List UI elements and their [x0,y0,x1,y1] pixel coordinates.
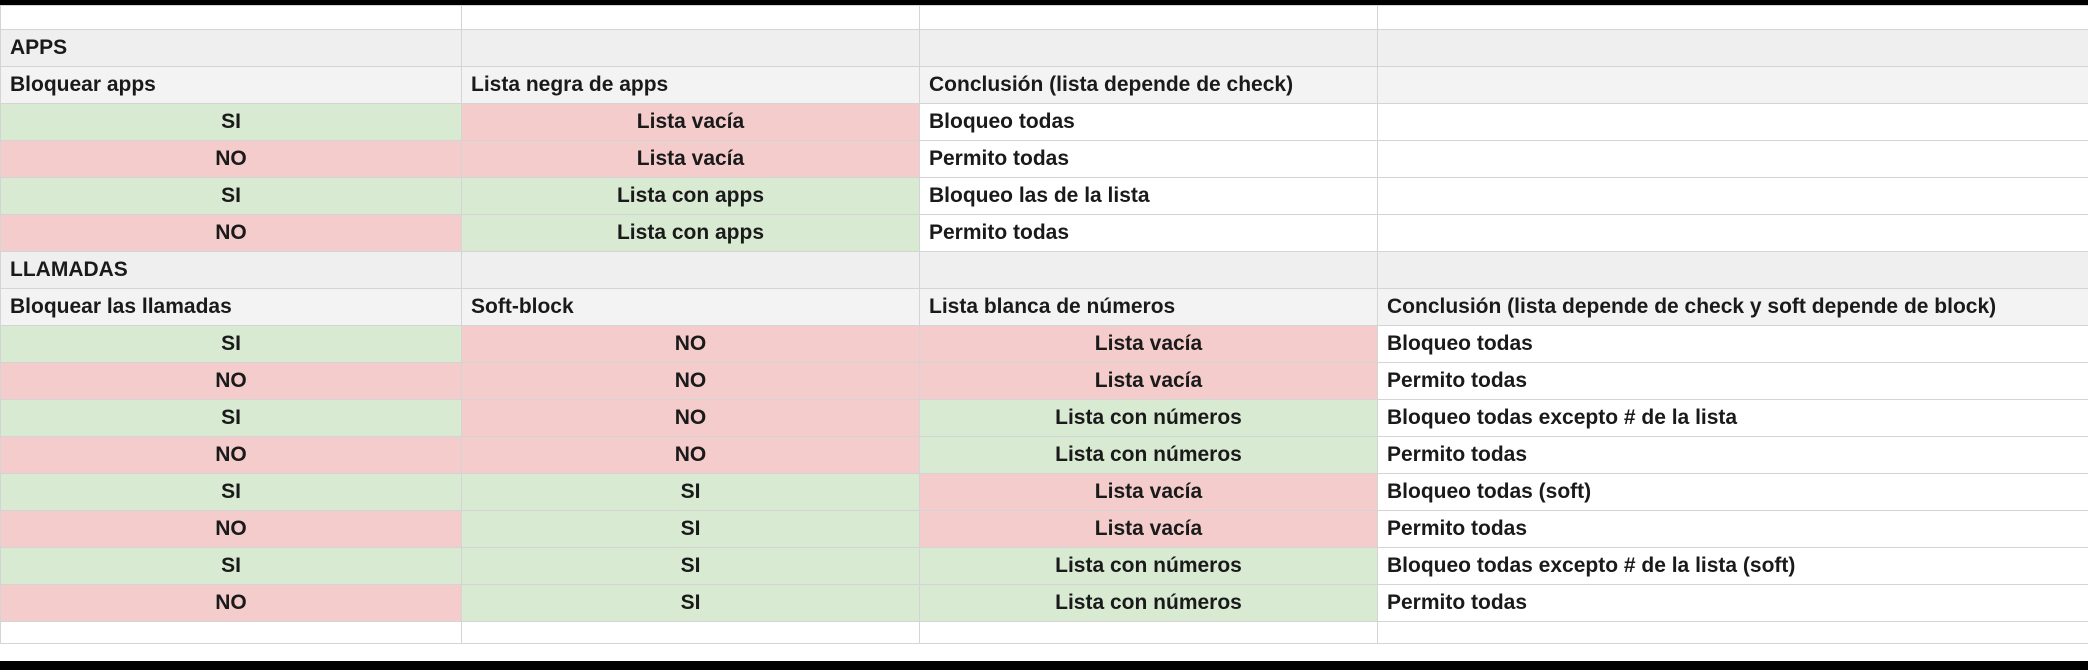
soft-block-cell[interactable]: NO [462,363,920,400]
whitelist-cell[interactable]: Lista vacía [920,326,1378,363]
cell[interactable] [920,6,1378,30]
decision-table [0,5,2088,644]
column-header[interactable]: Bloquear apps [1,67,462,104]
soft-block-cell[interactable]: NO [462,326,920,363]
header-row-llamadas [1,289,2088,326]
table-row [1,548,2088,585]
column-header[interactable]: Lista blanca de números [920,289,1378,326]
cell[interactable] [1378,30,2088,67]
cell[interactable] [462,252,920,289]
soft-block-cell[interactable]: SI [462,548,920,585]
cell[interactable] [462,30,920,67]
conclusion-cell[interactable]: Bloqueo todas (soft) [1378,474,2088,511]
cell[interactable] [920,30,1378,67]
soft-block-cell[interactable]: SI [462,474,920,511]
empty-row-top [1,6,2088,30]
conclusion-cell[interactable]: Bloqueo todas [1378,326,2088,363]
column-header[interactable]: Bloquear las llamadas [1,289,462,326]
table-row [1,585,2088,622]
whitelist-cell[interactable]: Lista con números [920,548,1378,585]
cell[interactable] [462,622,920,644]
soft-block-cell[interactable]: NO [462,400,920,437]
soft-block-cell[interactable]: NO [462,437,920,474]
block-calls-cell[interactable]: NO [1,511,462,548]
column-header[interactable]: Soft-block [462,289,920,326]
block-calls-cell[interactable]: NO [1,363,462,400]
whitelist-cell[interactable]: Lista vacía [920,363,1378,400]
conclusion-cell[interactable]: Permito todas [1378,363,2088,400]
table-row [1,326,2088,363]
block-calls-cell[interactable]: SI [1,400,462,437]
cell[interactable] [1,622,462,644]
spreadsheet-grid [0,5,2088,661]
whitelist-cell[interactable]: Lista con números [920,400,1378,437]
blacklist-cell[interactable]: Lista vacía [462,104,920,141]
table-row [1,400,2088,437]
block-apps-cell[interactable]: SI [1,104,462,141]
column-header[interactable] [1378,67,2088,104]
conclusion-cell[interactable]: Permito todas [1378,511,2088,548]
cell[interactable] [462,6,920,30]
table-row [1,363,2088,400]
section-row-llamadas [1,252,2088,289]
block-calls-cell[interactable]: NO [1,437,462,474]
block-apps-cell[interactable]: NO [1,141,462,178]
cell[interactable] [1378,178,2088,215]
table-row [1,178,2088,215]
conclusion-cell[interactable]: Bloqueo las de la lista [920,178,1378,215]
conclusion-cell[interactable]: Bloqueo todas [920,104,1378,141]
soft-block-cell[interactable]: SI [462,511,920,548]
section-title-apps[interactable]: APPS [1,30,462,67]
conclusion-cell[interactable]: Permito todas [1378,585,2088,622]
table-row [1,104,2088,141]
blacklist-cell[interactable]: Lista con apps [462,178,920,215]
whitelist-cell[interactable]: Lista vacía [920,511,1378,548]
block-calls-cell[interactable]: SI [1,474,462,511]
conclusion-cell[interactable]: Permito todas [920,141,1378,178]
block-calls-cell[interactable]: NO [1,585,462,622]
cell[interactable] [1378,622,2088,644]
column-header[interactable]: Conclusión (lista depende de check y soft depende de block) [1378,289,2088,326]
section-title-llamadas[interactable]: LLAMADAS [1,252,462,289]
conclusion-cell[interactable]: Bloqueo todas excepto # de la lista [1378,400,2088,437]
column-header[interactable]: Conclusión (lista depende de check) [920,67,1378,104]
cell[interactable] [1378,141,2088,178]
whitelist-cell[interactable]: Lista con números [920,437,1378,474]
header-row-apps [1,67,2088,104]
conclusion-cell[interactable]: Bloqueo todas excepto # de la lista (soft) [1378,548,2088,585]
whitelist-cell[interactable]: Lista con números [920,585,1378,622]
block-apps-cell[interactable]: SI [1,178,462,215]
table-row [1,437,2088,474]
cell[interactable] [1378,215,2088,252]
column-header[interactable]: Lista negra de apps [462,67,920,104]
cell[interactable] [1,6,462,30]
soft-block-cell[interactable]: SI [462,585,920,622]
cell[interactable] [1378,104,2088,141]
block-apps-cell[interactable]: NO [1,215,462,252]
blacklist-cell[interactable]: Lista con apps [462,215,920,252]
cell[interactable] [1378,252,2088,289]
cell[interactable] [1378,6,2088,30]
table-row [1,511,2088,548]
table-row [1,141,2088,178]
empty-row-bottom [1,622,2088,644]
block-calls-cell[interactable]: SI [1,548,462,585]
conclusion-cell[interactable]: Permito todas [1378,437,2088,474]
blacklist-cell[interactable]: Lista vacía [462,141,920,178]
cell[interactable] [920,252,1378,289]
block-calls-cell[interactable]: SI [1,326,462,363]
conclusion-cell[interactable]: Permito todas [920,215,1378,252]
table-row [1,215,2088,252]
table-row [1,474,2088,511]
cell[interactable] [920,622,1378,644]
whitelist-cell[interactable]: Lista vacía [920,474,1378,511]
section-row-apps [1,30,2088,67]
